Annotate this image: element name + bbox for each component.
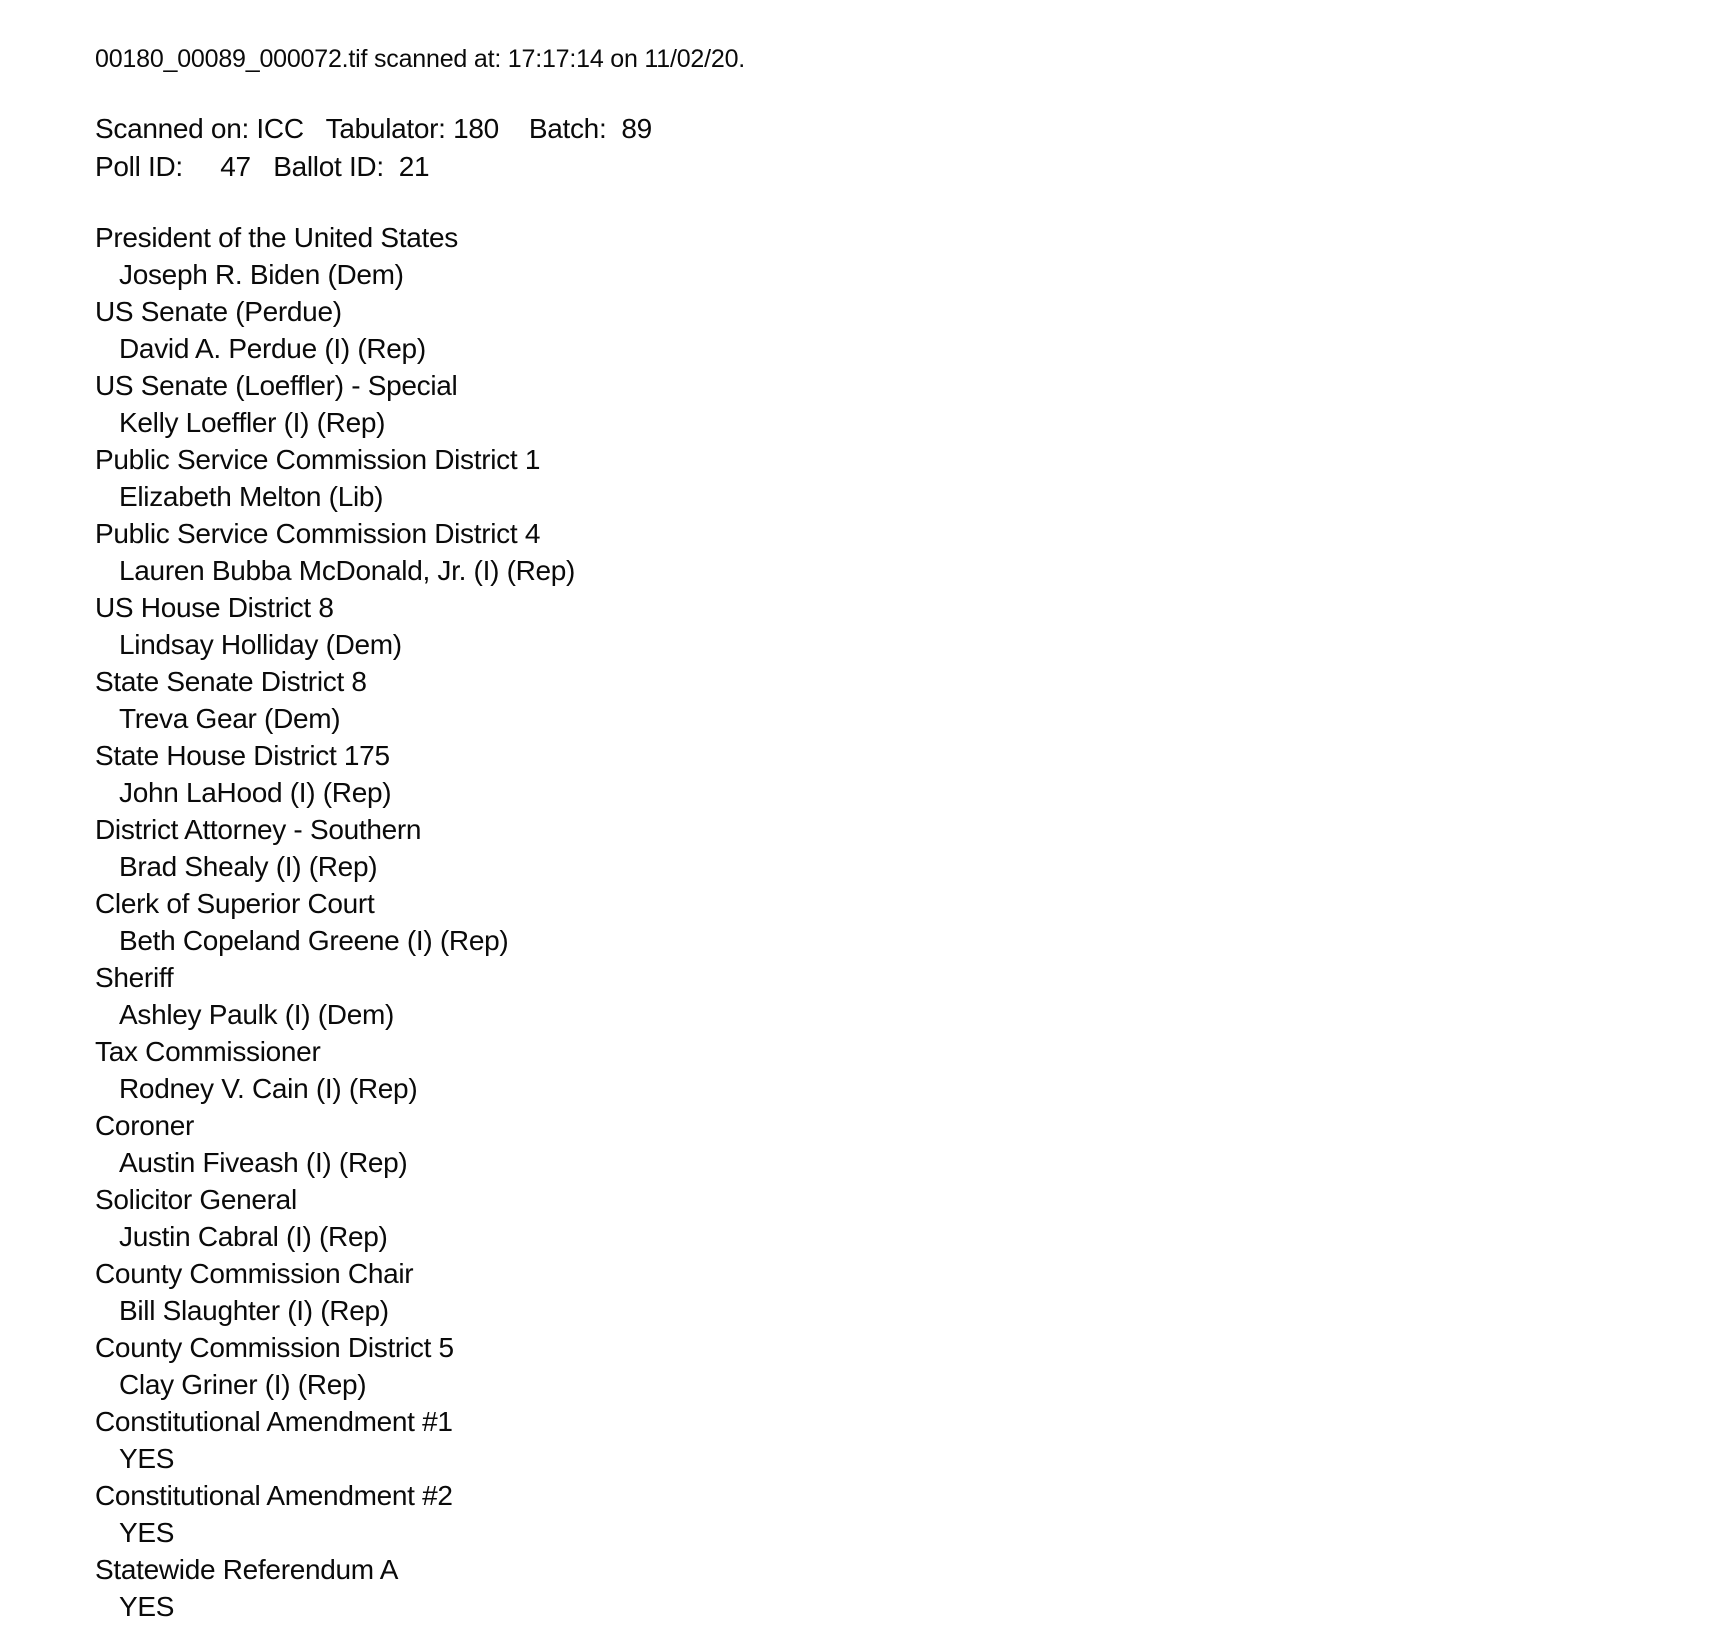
contest-title: Public Service Commission District 4	[95, 518, 541, 549]
contest-entry	[95, 737, 1670, 811]
contest-entry	[95, 1181, 1670, 1255]
contest-entry	[95, 959, 1670, 1033]
contest-entry	[95, 1033, 1670, 1107]
contest-entry	[95, 811, 1670, 885]
contest-title: Constitutional Amendment #2	[95, 1480, 453, 1511]
contest-title: Tax Commissioner	[95, 1036, 321, 1067]
contest-entry	[95, 1477, 1670, 1551]
contest-title: Sheriff	[95, 962, 174, 993]
contest-choice: Justin Cabral (I) (Rep)	[119, 1221, 388, 1252]
contest-entry	[95, 515, 1670, 589]
contest-title: Public Service Commission District 1	[95, 444, 541, 475]
contest-entry	[95, 663, 1670, 737]
contest-entry	[95, 885, 1670, 959]
contest-choice: Ashley Paulk (I) (Dem)	[119, 999, 395, 1030]
contest-choice: John LaHood (I) (Rep)	[119, 777, 392, 808]
contest-choice: Austin Fiveash (I) (Rep)	[119, 1147, 408, 1178]
contest-entry	[95, 293, 1670, 367]
contest-choice: YES	[119, 1591, 175, 1622]
contest-entry	[95, 1107, 1670, 1181]
contest-entry	[95, 219, 1670, 293]
scanned-ballot-record-page	[95, 40, 1670, 1625]
contest-choice: Joseph R. Biden (Dem)	[119, 259, 404, 290]
contest-entry	[95, 1255, 1670, 1329]
contest-entry	[95, 1551, 1670, 1625]
contest-choice: YES	[119, 1517, 175, 1548]
contest-entry	[95, 1403, 1670, 1477]
contest-choice: Lindsay Holliday (Dem)	[119, 629, 402, 660]
contest-list	[95, 219, 1670, 1625]
contest-choice: Elizabeth Melton (Lib)	[119, 481, 384, 512]
contest-entry	[95, 589, 1670, 663]
contest-title: Coroner	[95, 1110, 195, 1141]
contest-choice: Kelly Loeffler (I) (Rep)	[119, 407, 386, 438]
contest-title: County Commission Chair	[95, 1258, 414, 1289]
file-scan-line: 00180_00089_000072.tif scanned at: 17:17:14 on 11/02/20.	[95, 45, 746, 73]
contest-choice: David A. Perdue (I) (Rep)	[119, 333, 426, 364]
contest-title: Solicitor General	[95, 1184, 297, 1215]
contest-choice: Rodney V. Cain (I) (Rep)	[119, 1073, 418, 1104]
contest-title: Statewide Referendum A	[95, 1554, 399, 1585]
contest-choice: Lauren Bubba McDonald, Jr. (I) (Rep)	[119, 555, 576, 586]
contest-title: US Senate (Loeffler) - Special	[95, 370, 458, 401]
contest-title: Clerk of Superior Court	[95, 888, 375, 919]
contest-title: State Senate District 8	[95, 666, 367, 697]
contest-entry	[95, 367, 1670, 441]
contest-choice: Clay Griner (I) (Rep)	[119, 1369, 367, 1400]
scan-info-line: Scanned on: ICC Tabulator: 180 Batch: 89	[95, 113, 652, 144]
contest-title: Constitutional Amendment #1	[95, 1406, 453, 1437]
contest-title: President of the United States	[95, 222, 458, 253]
contest-title: County Commission District 5	[95, 1332, 454, 1363]
contest-entry	[95, 441, 1670, 515]
contest-choice: Brad Shealy (I) (Rep)	[119, 851, 378, 882]
contest-title: US Senate (Perdue)	[95, 296, 342, 327]
contest-choice: Beth Copeland Greene (I) (Rep)	[119, 925, 509, 956]
contest-title: District Attorney - Southern	[95, 814, 422, 845]
contest-entry	[95, 1329, 1670, 1403]
contest-title: US House District 8	[95, 592, 334, 623]
poll-info-line: Poll ID: 47 Ballot ID: 21	[95, 151, 430, 182]
contest-choice: Treva Gear (Dem)	[119, 703, 341, 734]
contest-choice: YES	[119, 1443, 175, 1474]
contest-title: State House District 175	[95, 740, 390, 771]
contest-choice: Bill Slaughter (I) (Rep)	[119, 1295, 389, 1326]
